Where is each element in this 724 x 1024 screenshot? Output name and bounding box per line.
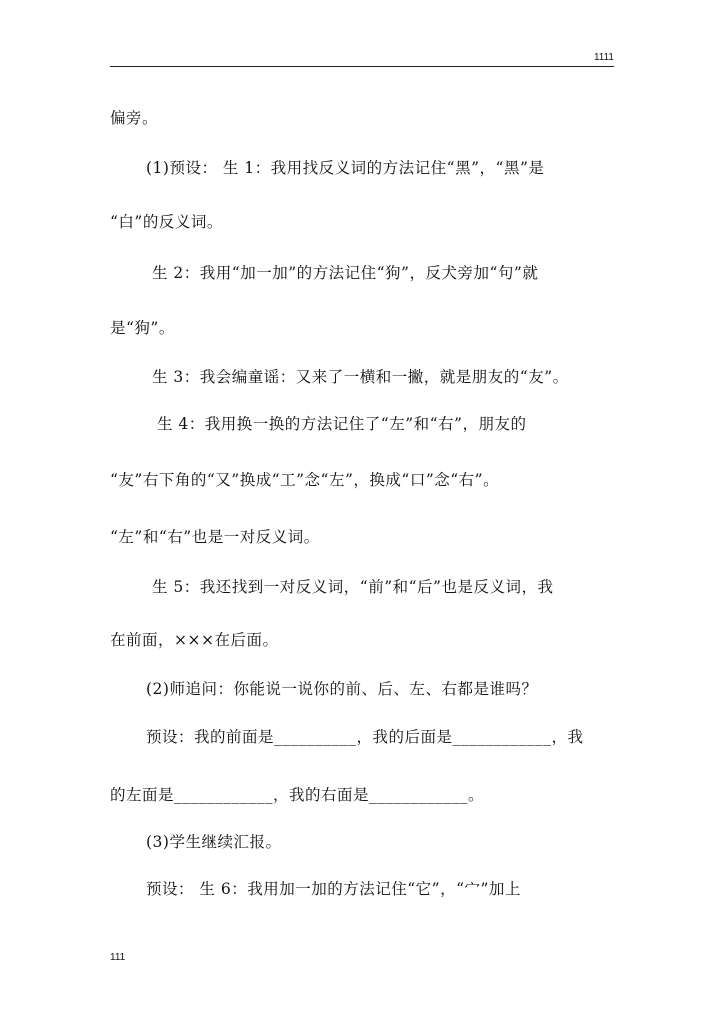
text-line: 预设：我的前面是__________，我的后面是____________，我 bbox=[146, 728, 584, 746]
text-line: “左”和“右”也是一对反义词。 bbox=[110, 528, 320, 546]
text-line: 的左面是____________，我的右面是____________。 bbox=[110, 786, 485, 804]
text-line: (2)师追问：你能说一说你的前、后、左、右都是谁吗？ bbox=[146, 680, 538, 698]
text-line: (1)预设： 生 1：我用找反义词的方法记住“黑”，“黑”是 bbox=[146, 159, 545, 177]
text-line: (3)学生继续汇报。 bbox=[146, 833, 282, 851]
text-line: 生 5：我还找到一对反义词，“前”和“后”也是反义词，我 bbox=[152, 578, 554, 596]
text-line: 在前面，×××在后面。 bbox=[110, 631, 279, 649]
text-line: 偏旁。 bbox=[110, 109, 159, 127]
text-line: 是“狗”。 bbox=[110, 319, 175, 337]
text-line: “友”右下角的“又”换成“工”念“左”，换成“口”念“右”。 bbox=[110, 471, 500, 489]
text-line: 生 3：我会编童谣：又来了一横和一撇，就是朋友的“友”。 bbox=[152, 368, 569, 386]
text-line: 生 2：我用“加一加”的方法记住“狗”，反犬旁加“句”就 bbox=[152, 264, 539, 282]
header-rule bbox=[110, 66, 614, 67]
text-line: “白”的反义词。 bbox=[110, 213, 223, 231]
text-line: 预设： 生 6：我用加一加的方法记住“它”，“宀”加上 bbox=[146, 880, 521, 898]
text-line: 生 4：我用换一换的方法记住了“左”和“右”，朋友的 bbox=[157, 415, 527, 433]
header-page-number: 1111 bbox=[593, 52, 614, 63]
footer-page-number: 111 bbox=[110, 952, 126, 963]
